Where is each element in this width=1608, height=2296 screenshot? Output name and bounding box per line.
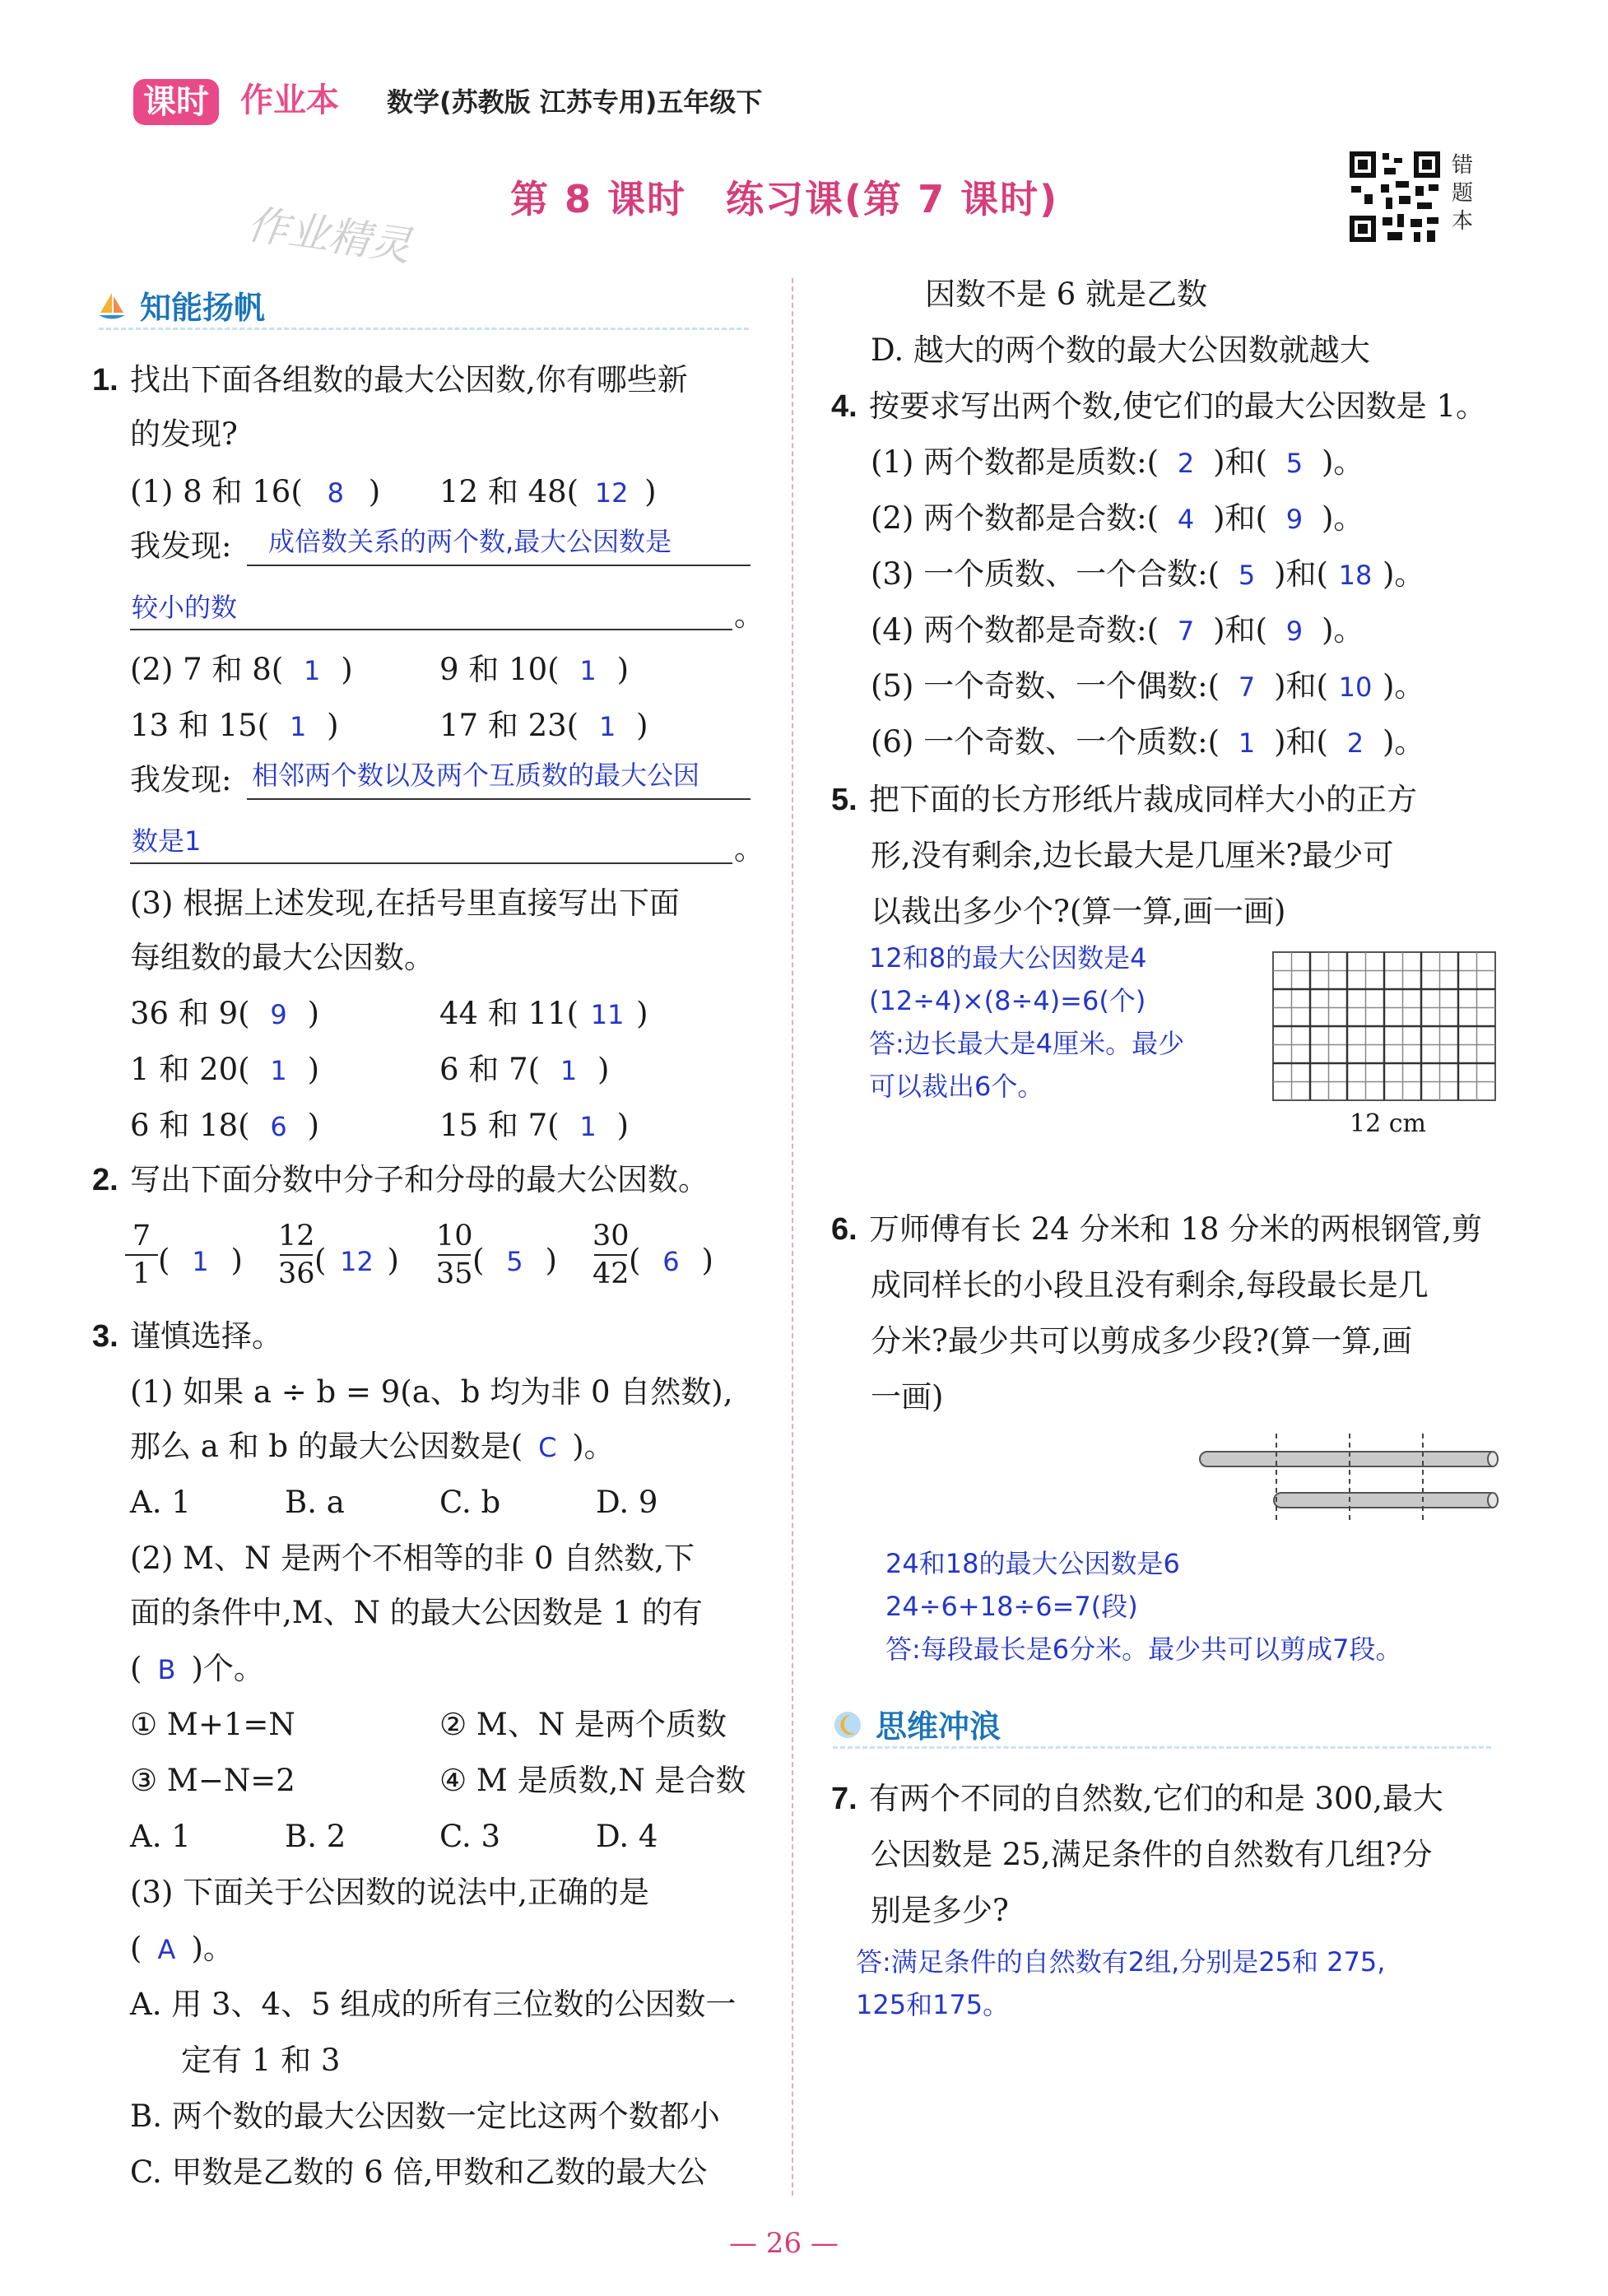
- q6-stem-a: 万师傅有长 24 分米和 18 分米的两根钢管,剪: [869, 1211, 1482, 1247]
- q1-find2-answer-a[interactable]: 相邻两个数以及两个互质数的最大公因: [252, 760, 700, 791]
- page-number: — 26 —: [729, 2227, 839, 2260]
- q4-row-4-answer-b[interactable]: 9: [1285, 616, 1304, 647]
- q5-stem-b: 形,没有剩余,边长最大是几厘米?最少可: [871, 838, 1394, 873]
- q2-answer-1-group: ( 1 ): [158, 1241, 243, 1281]
- q1-g2: 44 和 11( 11 ): [439, 994, 648, 1034]
- q1-stem-a: 找出下面各组数的最大公因数,你有哪些新: [130, 362, 688, 397]
- section-title-1: 知能扬帆: [140, 290, 266, 326]
- q6-stem-b: 成同样长的小段且没有剩余,每段最长是几: [871, 1267, 1429, 1303]
- q2-fraction-4: 30 42: [593, 1220, 630, 1290]
- q3-s3-b: ( A )。: [130, 1929, 234, 1969]
- q4-row-5-answer-a[interactable]: 7: [1238, 672, 1256, 703]
- q3-s1-a: (1) 如果 a ÷ b = 9(a、b 均为非 0 自然数),: [130, 1374, 733, 1410]
- q1-g6-answer[interactable]: 1: [579, 1111, 597, 1142]
- lesson-title: 第 8 课时 练习课(第 7 课时): [510, 177, 1059, 221]
- q3-s1-opt-d: D. 9: [596, 1485, 658, 1520]
- watermark: 作业精灵: [244, 200, 415, 271]
- q3-s3-answer[interactable]: A: [157, 1934, 176, 1965]
- q3-s1-opt-a: A. 1: [130, 1485, 191, 1520]
- q6-answer-3[interactable]: 答:每段最长是6分米。最少共可以剪成7段。: [885, 1634, 1402, 1665]
- q6-stem-d: 一画): [871, 1379, 944, 1415]
- q3-s2-b: 面的条件中,M、N 的最大公因数是 1 的有: [130, 1595, 703, 1630]
- q3-s2-cond-3: ③ M−N=2: [130, 1763, 295, 1798]
- q3-s2-a: (2) M、N 是两个不相等的非 0 自然数,下: [130, 1541, 695, 1576]
- section-underline-2: [833, 1746, 1491, 1749]
- q3-s2-opt-c: C. 3: [439, 1819, 501, 1854]
- q2-stem: 写出下面分数中分子和分母的最大公因数。: [130, 1162, 709, 1197]
- q1-find2-period: 。: [734, 831, 764, 867]
- q3-s3-option-c-2: 因数不是 6 就是乙数: [925, 277, 1208, 312]
- q4-row-1-answer-a[interactable]: 2: [1177, 448, 1195, 479]
- book-title: 作业本: [240, 81, 339, 119]
- q1-find2-line-a: [247, 798, 751, 800]
- section-underline-1: [99, 328, 749, 330]
- q1-p1-a-answer[interactable]: 8: [327, 477, 344, 509]
- q2-fraction-1: 7 1: [123, 1220, 160, 1290]
- steel-pipes-diagram: [1195, 1430, 1508, 1529]
- q3-s2-c: ( B )个。: [130, 1649, 264, 1689]
- q1-p2-b: 9 和 10( 1 ): [439, 650, 629, 690]
- q3-s2-opt-d: D. 4: [596, 1819, 658, 1854]
- q4-row-6-answer-a[interactable]: 1: [1238, 727, 1256, 759]
- qr-label: 错题本: [1452, 153, 1474, 234]
- q4-row-2: (2) 两个数都是合数:( 4 )和( 9 )。: [871, 499, 1364, 539]
- q2-answer-4[interactable]: 6: [662, 1246, 680, 1277]
- q3-s2-cond-4: ④ M 是质数,N 是合数: [439, 1763, 746, 1798]
- q5-stem-c: 以裁出多少个?(算一算,画一画): [871, 894, 1286, 929]
- section-title-2: 思维冲浪: [876, 1708, 1002, 1745]
- qr-code[interactable]: [1346, 148, 1443, 245]
- q3-s2-opt-b: B. 2: [285, 1819, 346, 1854]
- brand-logo: 课时: [133, 79, 219, 125]
- q6-stem-c: 分米?最少共可以剪成多少段?(算一算,画: [871, 1323, 1412, 1359]
- q3-s3-option-a-1: A. 用 3、4、5 组成的所有三位数的公因数一: [130, 1987, 737, 2022]
- moon-icon: [831, 1708, 864, 1741]
- q1-find1-answer-a[interactable]: 成倍数关系的两个数,最大公因数是: [268, 526, 672, 557]
- q7-answer-2[interactable]: 125和175。: [856, 1989, 1010, 2020]
- q1-p2-d: 17 和 23( 1 ): [439, 706, 648, 746]
- sailboat-icon: [95, 290, 128, 323]
- q4-row-3-answer-b[interactable]: 18: [1338, 560, 1373, 591]
- q1-find1-period: 。: [734, 597, 764, 633]
- q5-answer-4[interactable]: 可以裁出6个。: [869, 1071, 1044, 1102]
- q4-row-5: (5) 一个奇数、一个偶数:( 7 )和( 10 )。: [871, 667, 1424, 707]
- q4-row-2-answer-b[interactable]: 9: [1285, 504, 1304, 535]
- q6-answer-1[interactable]: 24和18的最大公因数是6: [885, 1548, 1180, 1579]
- q3-s3-option-b: B. 两个数的最大公因数一定比这两个数都小: [130, 2098, 720, 2134]
- q3-s3-option-d: D. 越大的两个数的最大公因数就越大: [871, 332, 1370, 368]
- q4-row-1-answer-b[interactable]: 5: [1285, 448, 1304, 479]
- q7-stem-a: 有两个不同的自然数,它们的和是 300,最大: [869, 1781, 1443, 1816]
- q5-number: 5.: [831, 783, 857, 817]
- q1-p2-c: 13 和 15( 1 ): [130, 706, 339, 746]
- q4-row-5-answer-b[interactable]: 10: [1338, 672, 1373, 703]
- q3-s2-cond-1: ① M+1=N: [130, 1707, 295, 1742]
- q1-p2-a: (2) 7 和 8( 1 ): [130, 650, 353, 690]
- grid-width-label: 12 cm: [1350, 1109, 1426, 1138]
- q3-s3-option-a-2: 定有 1 和 3: [181, 2043, 341, 2078]
- q2-answer-4-group: ( 6 ): [629, 1241, 713, 1281]
- q2-answer-3[interactable]: 5: [506, 1246, 523, 1277]
- q2-answer-2-group: ( 12 ): [314, 1241, 399, 1281]
- q3-s1-answer[interactable]: C: [538, 1432, 557, 1463]
- q1-g5-answer[interactable]: 6: [270, 1111, 287, 1142]
- q3-s2-cond-2: ② M、N 是两个质数: [439, 1707, 727, 1742]
- q1-find1-label: 我发现:: [130, 528, 232, 564]
- q1-find1-answer-b[interactable]: 较小的数: [132, 592, 238, 623]
- q1-p1-b: 12 和 48( 12 ): [439, 472, 657, 513]
- q3-s1-b: 那么 a 和 b 的最大公因数是( C )。: [130, 1427, 615, 1467]
- q3-s2-answer[interactable]: B: [157, 1654, 176, 1685]
- q1-find1-line-b: [130, 629, 732, 630]
- q1-g4-answer[interactable]: 1: [560, 1055, 578, 1086]
- q3-s2-opt-a: A. 1: [130, 1819, 191, 1854]
- q3-s3-a: (3) 下面关于公因数的说法中,正确的是: [130, 1875, 649, 1910]
- q6-number: 6.: [831, 1212, 857, 1247]
- q1-p2-a-answer[interactable]: 1: [304, 655, 321, 686]
- q1-find2-line-b: [130, 862, 732, 864]
- q4-row-6-answer-b[interactable]: 2: [1346, 727, 1364, 759]
- q6-answer-2[interactable]: 24÷6+18÷6=7(段): [885, 1591, 1138, 1622]
- q1-g3-answer[interactable]: 1: [270, 1055, 287, 1086]
- q4-number: 4.: [831, 389, 857, 424]
- q7-number: 7.: [831, 1782, 857, 1816]
- q2-answer-2[interactable]: 12: [340, 1246, 374, 1277]
- subject-line: 数学(苏教版 江苏专用)五年级下: [387, 86, 763, 118]
- q1-p3-b: 每组数的最大公因数。: [130, 940, 435, 975]
- q1-g5: 6 和 18( 6 ): [130, 1106, 319, 1146]
- q1-find2-answer-b[interactable]: 数是1: [132, 825, 202, 857]
- q1-find2-label: 我发现:: [130, 762, 232, 797]
- q5-answer-1[interactable]: 12和8的最大公因数是4: [869, 942, 1147, 974]
- paper-grid: [1272, 951, 1496, 1101]
- q3-s3-option-c-1: C. 甲数是乙数的 6 倍,甲数和乙数的最大公: [130, 2154, 708, 2190]
- q2-fraction-2: 12 36: [278, 1220, 315, 1290]
- q5-answer-2[interactable]: (12÷4)×(8÷4)=6(个): [869, 985, 1146, 1016]
- q1-p2-b-answer[interactable]: 1: [579, 655, 597, 686]
- q1-p3-a: (3) 根据上述发现,在括号里直接写出下面: [130, 885, 680, 921]
- q1-g1-answer[interactable]: 9: [270, 999, 287, 1030]
- q2-answer-3-group: ( 5 ): [472, 1241, 557, 1281]
- q3-s1-opt-b: B. a: [285, 1485, 345, 1520]
- q1-p1-a: (1) 8 和 16( 8 ): [130, 472, 380, 513]
- q1-find1-line-a: [247, 565, 751, 566]
- q4-stem: 按要求写出两个数,使它们的最大公因数是 1。: [869, 388, 1487, 424]
- column-divider: [792, 278, 793, 2196]
- q1-stem-b: 的发现?: [130, 416, 238, 452]
- q5-answer-3[interactable]: 答:边长最大是4厘米。最少: [869, 1028, 1185, 1059]
- q7-answer-1[interactable]: 答:满足条件的自然数有2组,分别是25和 275,: [856, 1946, 1386, 1978]
- q7-stem-b: 公因数是 25,满足条件的自然数有几组?分: [871, 1837, 1433, 1872]
- q1-number: 1.: [92, 363, 119, 397]
- q5-stem-a: 把下面的长方形纸片裁成同样大小的正方: [869, 782, 1417, 817]
- q1-g4: 6 和 7( 1 ): [439, 1050, 609, 1090]
- q4-row-6: (6) 一个奇数、一个质数:( 1 )和( 2 )。: [871, 723, 1424, 763]
- q4-row-3: (3) 一个质数、一个合数:( 5 )和( 18 )。: [871, 555, 1424, 595]
- q1-g1: 36 和 9( 9 ): [130, 994, 319, 1034]
- q3-number: 3.: [92, 1319, 119, 1354]
- q3-stem: 谨慎选择。: [130, 1318, 282, 1354]
- q3-s1-opt-c: C. b: [439, 1485, 501, 1520]
- q2-number: 2.: [92, 1163, 119, 1197]
- q4-row-2-answer-a[interactable]: 4: [1177, 504, 1195, 535]
- q4-row-4-answer-a[interactable]: 7: [1177, 616, 1195, 647]
- q4-row-1: (1) 两个数都是质数:( 2 )和( 5 )。: [871, 443, 1364, 483]
- q4-row-4: (4) 两个数都是奇数:( 7 )和( 9 )。: [871, 611, 1364, 651]
- q2-fraction-3: 10 35: [436, 1220, 473, 1290]
- q1-p2-c-answer[interactable]: 1: [289, 711, 307, 742]
- q1-p2-d-answer[interactable]: 1: [598, 711, 616, 742]
- q1-g3: 1 和 20( 1 ): [130, 1050, 319, 1090]
- q1-g6: 15 和 7( 1 ): [439, 1106, 629, 1146]
- q2-answer-1[interactable]: 1: [192, 1246, 209, 1277]
- q1-g2-answer[interactable]: 11: [590, 999, 625, 1030]
- q1-p1-b-answer[interactable]: 12: [594, 477, 629, 509]
- q7-stem-c: 别是多少?: [871, 1893, 1009, 1928]
- q4-row-3-answer-a[interactable]: 5: [1238, 560, 1256, 591]
